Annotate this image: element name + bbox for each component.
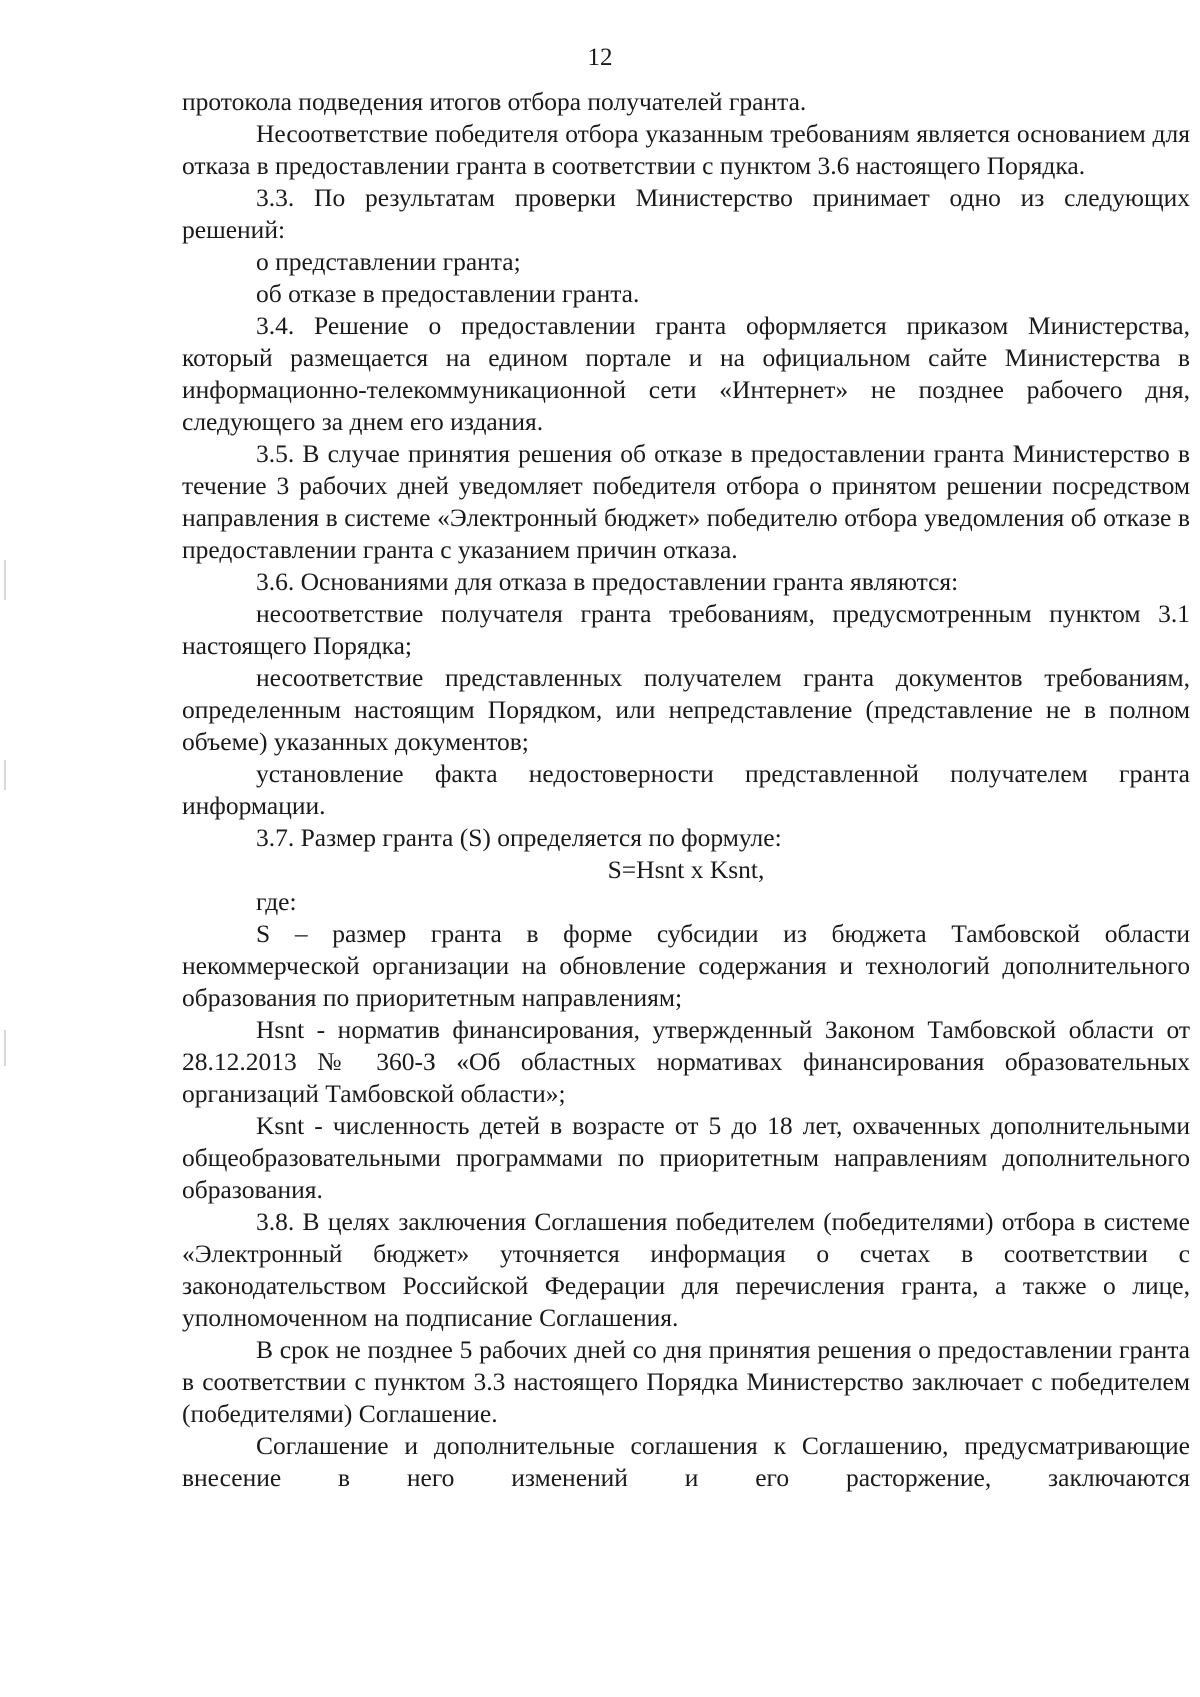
- page-number: 12: [587, 44, 613, 71]
- paragraph: 3.7. Размер гранта (S) определяется по формуле:: [256, 823, 782, 852]
- paragraph: 3.4. Решение о предоставлении гранта оформляется приказом Министерства, который размещается на едином портале и на официальном сайте Министерства в информационно-телекоммуникационной сети «Интернет» не позднее рабочего дня, следующего за днем его издания.: [182, 311, 1190, 436]
- paragraph: Hsnt - норматив финансирования, утвержденный Законом Тамбовской области от 28.12.2013 № 360-З «Об областных нормативах финансирования образовательных организаций Тамбовской области»;: [182, 1015, 1190, 1108]
- paragraph: где:: [256, 887, 297, 916]
- scan-artifact: [4, 560, 6, 600]
- paragraph: Соглашение и дополнительные соглашения к Соглашению, предусматривающие внесение в него изменений и его расторжение, заключаются: [182, 1431, 1190, 1492]
- paragraph: 3.5. В случае принятия решения об отказе в предоставлении гранта Министерство в течение 3 рабочих дней уведомляет победителя отбора о принятом решении посредством направления в системе «Электронный бюджет» победителю отбора уведомления об отказе в предоставлении гранта с указанием причин отказа.: [182, 439, 1190, 564]
- formula: S=Hsnt x Ksnt,: [607, 855, 765, 884]
- document-body: [182, 86, 1190, 1494]
- paragraph: 3.3. По результатам проверки Министерство принимает одно из следующих решений:: [182, 183, 1190, 244]
- paragraph: о представлении гранта;: [256, 247, 521, 276]
- paragraph: Ksnt - численность детей в возрасте от 5 до 18 лет, охваченных дополнительными общеобразовательными программами по приоритетным направлениям дополнительного образования.: [182, 1111, 1190, 1204]
- paragraph: несоответствие получателя гранта требованиям, предусмотренным пунктом 3.1 настоящего Порядка;: [182, 599, 1190, 660]
- paragraph: об отказе в предоставлении гранта.: [256, 279, 640, 308]
- paragraph: протокола подведения итогов отбора получателей гранта.: [182, 87, 807, 116]
- paragraph: Несоответствие победителя отбора указанным требованиям является основанием для отказа в предоставлении гранта в соответствии с пунктом 3.6 настоящего Порядка.: [182, 119, 1190, 180]
- paragraph: S – размер гранта в форме субсидии из бюджета Тамбовской области некоммерческой организации на обновление содержания и технологий дополнительного образования по приоритетным направлениям;: [182, 919, 1190, 1012]
- paragraph: 3.6. Основаниями для отказа в предоставлении гранта являются:: [256, 567, 959, 596]
- scan-artifact: [4, 1030, 6, 1066]
- paragraph: несоответствие представленных получателем гранта документов требованиям, определенным настоящим Порядком, или непредставление (представление не в полном объеме) указанных документов;: [182, 663, 1190, 756]
- paragraph: 3.8. В целях заключения Соглашения победителем (победителями) отбора в системе «Электронный бюджет» уточняется информация о счетах в соответствии с законодательством Российской Федерации для перечисления гранта, а также о лице, уполномоченном на подписание Соглашения.: [182, 1207, 1190, 1332]
- scan-artifact: [4, 760, 6, 790]
- paragraph: установление факта недостоверности представленной получателем гранта информации.: [182, 759, 1190, 820]
- paragraph: В срок не позднее 5 рабочих дней со дня принятия решения о предоставлении гранта в соответствии с пунктом 3.3 настоящего Порядка Министерство заключает с победителем (победителями) Соглашение.: [182, 1335, 1190, 1428]
